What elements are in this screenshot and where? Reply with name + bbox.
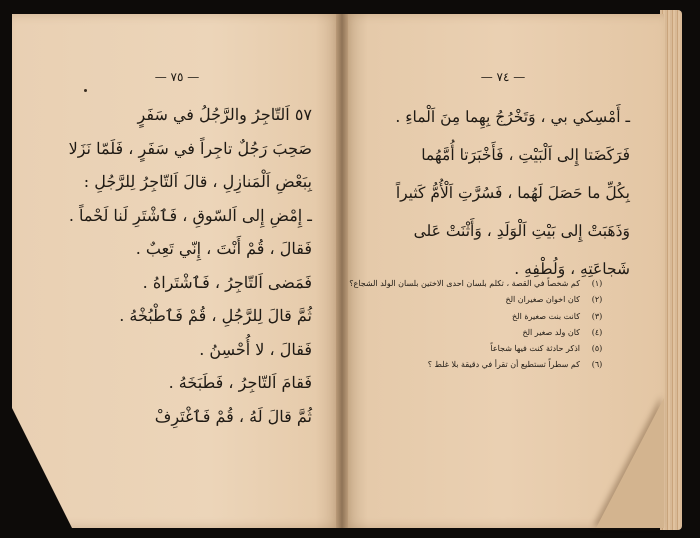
- text-line: ثُمَّ قالَ لِلرَّجُلِ ، قُمْ فَٱطْبُخْهُ .: [119, 306, 312, 325]
- left-page: [12, 14, 342, 528]
- right-page-text: [376, 98, 630, 288]
- exercise-questions: [349, 276, 614, 374]
- text-line: فَقالَ ، قُمْ أَنْتَ ، إِنّي تَعِبٌ .: [135, 239, 312, 258]
- question-number: (٢): [591, 295, 603, 305]
- text-line: وَذَهَبَتْ إِلى بَيْتِ اَلْوَلَدِ ، وَأَثْنَتْ عَلى: [413, 222, 630, 240]
- right-page: [342, 14, 664, 528]
- folded-corner: [12, 408, 72, 528]
- question-text: كان اخوان صغيران الخ: [505, 295, 580, 305]
- text-line: بِبَعْضِ اَلْمَنازِلِ ، قالَ اَلتّاجِرُ لِلرَّجُلِ :: [83, 172, 312, 191]
- text-line: فَقالَ ، لا أُحْسِنُ .: [199, 339, 312, 359]
- question-text: كم شخصاً في القصة ، تكلم بلسان احدى الاختين بلسان الولد الشجاع؟: [349, 279, 580, 288]
- question-item: [349, 276, 614, 292]
- right-page-number: — ٧٤ —: [480, 70, 526, 84]
- text-line: ثُمَّ قالَ لَهُ ، قُمْ فَٱغْتَرِفْ: [154, 406, 312, 426]
- ink-dot: [84, 89, 87, 92]
- question-text: كانت بنت صغيرة الخ: [512, 311, 580, 321]
- question-number: (٥): [591, 344, 603, 354]
- question-text: كان ولد صغير الخ: [522, 327, 580, 337]
- question-item: [362, 309, 614, 325]
- text-line: فَرَكَضَتا إِلى اَلْبَيْتِ ، فَأَخْبَرَتا أُمَّهُما: [421, 146, 630, 164]
- question-item: [362, 357, 614, 373]
- question-item: [362, 292, 614, 308]
- text-line: فَقامَ اَلتّاجِرُ ، فَطَبَخَهُ .: [168, 373, 312, 392]
- question-item: [362, 325, 614, 341]
- question-number: (١): [591, 279, 603, 288]
- text-line: صَحِبَ رَجُلٌ تاجِراً في سَفَرٍ ، فَلَمّا نَزَلا: [68, 138, 312, 158]
- text-line: بِكُلِّ ما حَصَلَ لَهُما ، فَسُرَّتِ اَلْأُمُّ كَثيراً: [395, 184, 630, 202]
- text-line: ٥٧ اَلتّاجِرُ والرَّجُلُ في سَفَرٍ: [137, 105, 312, 124]
- text-line: ـ أَمْسِكي بي ، وَتَخْرُجُ بِهِما مِنَ اَلْماءِ .: [395, 108, 630, 126]
- question-text: كم سطراً تستطيع أن تقرأ في دقيقة بلا غلط ؟: [427, 360, 580, 370]
- question-item: [362, 341, 614, 357]
- text-line: شَجاعَتِهِ ، وَلُطْفِهِ .: [514, 260, 630, 278]
- folded-corner: [596, 398, 664, 528]
- book-spine: [336, 14, 348, 528]
- left-page-number: — ٧٥ —: [154, 70, 200, 84]
- text-line: ـ إِمْضِ إِلى اَلسّوقِ ، فَٱشْتَرِ لَنا لَحْماً .: [68, 205, 312, 225]
- question-number: (٤): [591, 327, 603, 337]
- left-page-text: [50, 98, 312, 433]
- question-number: (٣): [591, 311, 603, 321]
- question-number: (٦): [591, 360, 603, 370]
- question-text: اذكر حادثة كنت فيها شجاعاً: [490, 344, 580, 354]
- text-line: فَمَضى اَلتّاجِرُ ، فَٱشْتَراهُ .: [142, 272, 312, 292]
